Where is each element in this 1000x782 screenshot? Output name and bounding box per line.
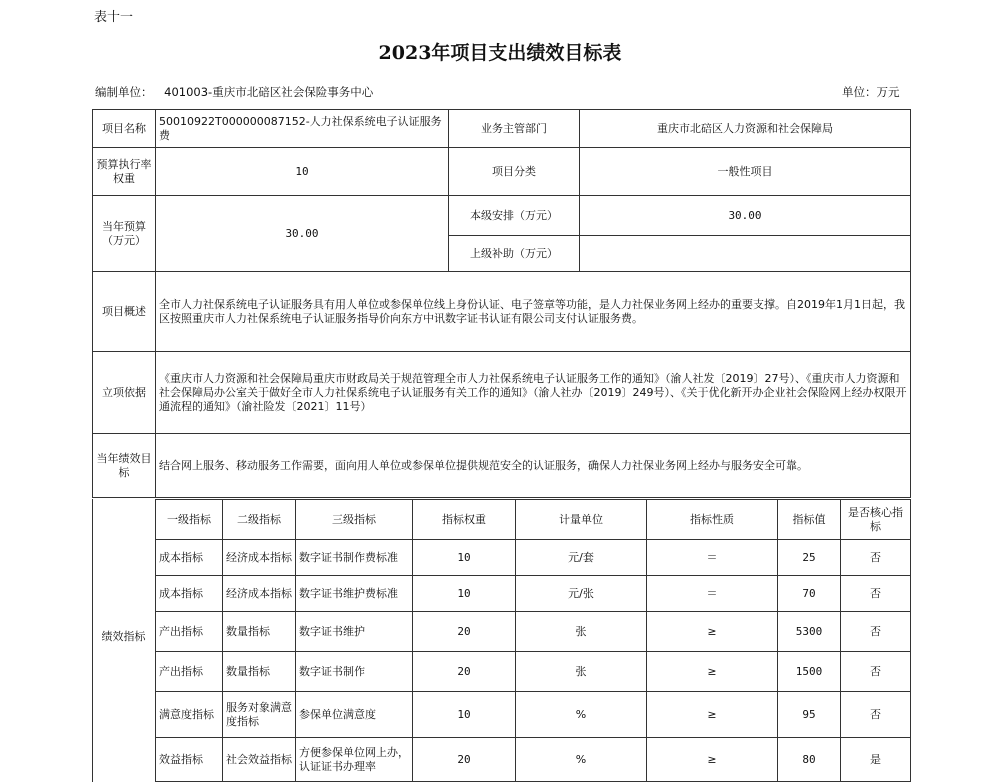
unit-cell: 元/张: [516, 576, 647, 612]
core-cell: 否: [841, 692, 911, 738]
header-weight: 指标权重: [413, 500, 516, 540]
level1-cell: 成本指标: [156, 540, 223, 576]
upper-funds-label: 上级补助（万元）: [449, 236, 580, 272]
goal-label: 当年绩效目标: [93, 434, 156, 498]
header-level2: 二级指标: [223, 500, 296, 540]
value-cell: 70: [778, 576, 841, 612]
value-cell: 1500: [778, 652, 841, 692]
weight-cell: 10: [413, 692, 516, 738]
performance-table: [155, 499, 911, 782]
nature-cell: ≥: [647, 612, 778, 652]
level3-cell: 方便参保单位网上办，认证证书办理率: [296, 738, 413, 782]
category-value: 一般性项目: [580, 148, 911, 196]
level1-cell: 产出指标: [156, 612, 223, 652]
core-cell: 否: [841, 540, 911, 576]
unit-cell: %: [516, 692, 647, 738]
weight-value: 10: [156, 148, 449, 196]
table-row: [156, 652, 911, 692]
unit-cell: 张: [516, 652, 647, 692]
header-core: 是否核心指标: [841, 500, 911, 540]
table-number: 表十一: [94, 10, 134, 25]
nature-cell: ＝: [647, 576, 778, 612]
level2-cell: 数量指标: [223, 652, 296, 692]
nature-cell: ≥: [647, 652, 778, 692]
level2-cell: 社会效益指标: [223, 738, 296, 782]
level2-cell: 数量指标: [223, 612, 296, 652]
nature-cell: ≥: [647, 692, 778, 738]
page-title: 2023年项目支出绩效目标表: [378, 42, 622, 64]
level3-cell: 数字证书维护费标准: [296, 576, 413, 612]
weight-cell: 10: [413, 540, 516, 576]
table-row: [156, 540, 911, 576]
core-cell: 否: [841, 652, 911, 692]
category-label: 项目分类: [449, 148, 580, 196]
performance-label: 绩效指标: [101, 630, 146, 643]
own-funds-value: 30.00: [580, 196, 911, 236]
level3-cell: 数字证书制作: [296, 652, 413, 692]
org-label: 编制单位：: [95, 85, 153, 99]
level2-cell: 服务对象满意度指标: [223, 692, 296, 738]
level1-cell: 成本指标: [156, 576, 223, 612]
unit-label: 单位：万元: [842, 85, 900, 99]
header-level3: 三级指标: [296, 500, 413, 540]
weight-label: 预算执行率权重: [93, 148, 156, 196]
level2-cell: 经济成本指标: [223, 540, 296, 576]
core-cell: 是: [841, 738, 911, 782]
performance-header-row: [156, 500, 911, 540]
org-value: 401003-重庆市北碚区社会保险事务中心: [164, 85, 374, 99]
level1-cell: 满意度指标: [156, 692, 223, 738]
table-row: [156, 692, 911, 738]
upper-funds-value: [580, 236, 911, 272]
own-funds-label: 本级安排（万元）: [449, 196, 580, 236]
value-cell: 5300: [778, 612, 841, 652]
level3-cell: 参保单位满意度: [296, 692, 413, 738]
org-line: [95, 84, 373, 100]
dept-value: 重庆市北碚区人力资源和社会保障局: [580, 110, 911, 148]
overview-text: 全市人力社保系统电子认证服务具有用人单位或参保单位线上身份认证、电子签章等功能，是人力社保业务网上经办的重要支撑。自2019年1月1日起，我区按照重庆市人力社保系统电子认证服务指导价向东方中讯数字证书认证有限公司支付认证服务费。: [156, 272, 911, 352]
nature-cell: ≥: [647, 738, 778, 782]
unit-cell: %: [516, 738, 647, 782]
value-cell: 95: [778, 692, 841, 738]
overview-label: 项目概述: [93, 272, 156, 352]
value-cell: 80: [778, 738, 841, 782]
table-row: [156, 612, 911, 652]
core-cell: 否: [841, 576, 911, 612]
value-cell: 25: [778, 540, 841, 576]
header-nature: 指标性质: [647, 500, 778, 540]
weight-cell: 10: [413, 576, 516, 612]
unit-cell: 元/套: [516, 540, 647, 576]
project-name-label: 项目名称: [93, 110, 156, 148]
table-row: [156, 576, 911, 612]
level2-cell: 经济成本指标: [223, 576, 296, 612]
table-row: [156, 738, 911, 782]
weight-cell: 20: [413, 612, 516, 652]
weight-cell: 20: [413, 738, 516, 782]
basis-text: 《重庆市人力资源和社会保障局重庆市财政局关于规范管理全市人力社保系统电子认证服务工作的通知》（渝人社发〔2019〕27号）、《重庆市人力资源和社会保障局办公室关于做好全市人力社保系统电子认证服务有关工作的通知》（渝人社办〔2019〕249号）、《关于优化新开办企业社会保险网上经办权限开通流程的通知》（渝社险发〔2021〕11号）: [156, 352, 911, 434]
goal-text: 结合网上服务、移动服务工作需要，面向用人单位或参保单位提供规范安全的认证服务，确保人力社保业务网上经办与服务安全可靠。: [156, 434, 911, 498]
level3-cell: 数字证书制作费标准: [296, 540, 413, 576]
basis-label: 立项依据: [93, 352, 156, 434]
header-level1: 一级指标: [156, 500, 223, 540]
budget-value: 30.00: [156, 196, 449, 272]
project-info-table: [92, 109, 911, 498]
core-cell: 否: [841, 612, 911, 652]
unit-cell: 张: [516, 612, 647, 652]
budget-label: 当年预算（万元）: [93, 196, 156, 272]
header-unit: 计量单位: [516, 500, 647, 540]
nature-cell: ＝: [647, 540, 778, 576]
level1-cell: 产出指标: [156, 652, 223, 692]
dept-label: 业务主管部门: [449, 110, 580, 148]
header-value: 指标值: [778, 500, 841, 540]
level1-cell: 效益指标: [156, 738, 223, 782]
weight-cell: 20: [413, 652, 516, 692]
project-name-value: 50010922T000000087152-人力社保系统电子认证服务费: [156, 110, 449, 148]
level3-cell: 数字证书维护: [296, 612, 413, 652]
